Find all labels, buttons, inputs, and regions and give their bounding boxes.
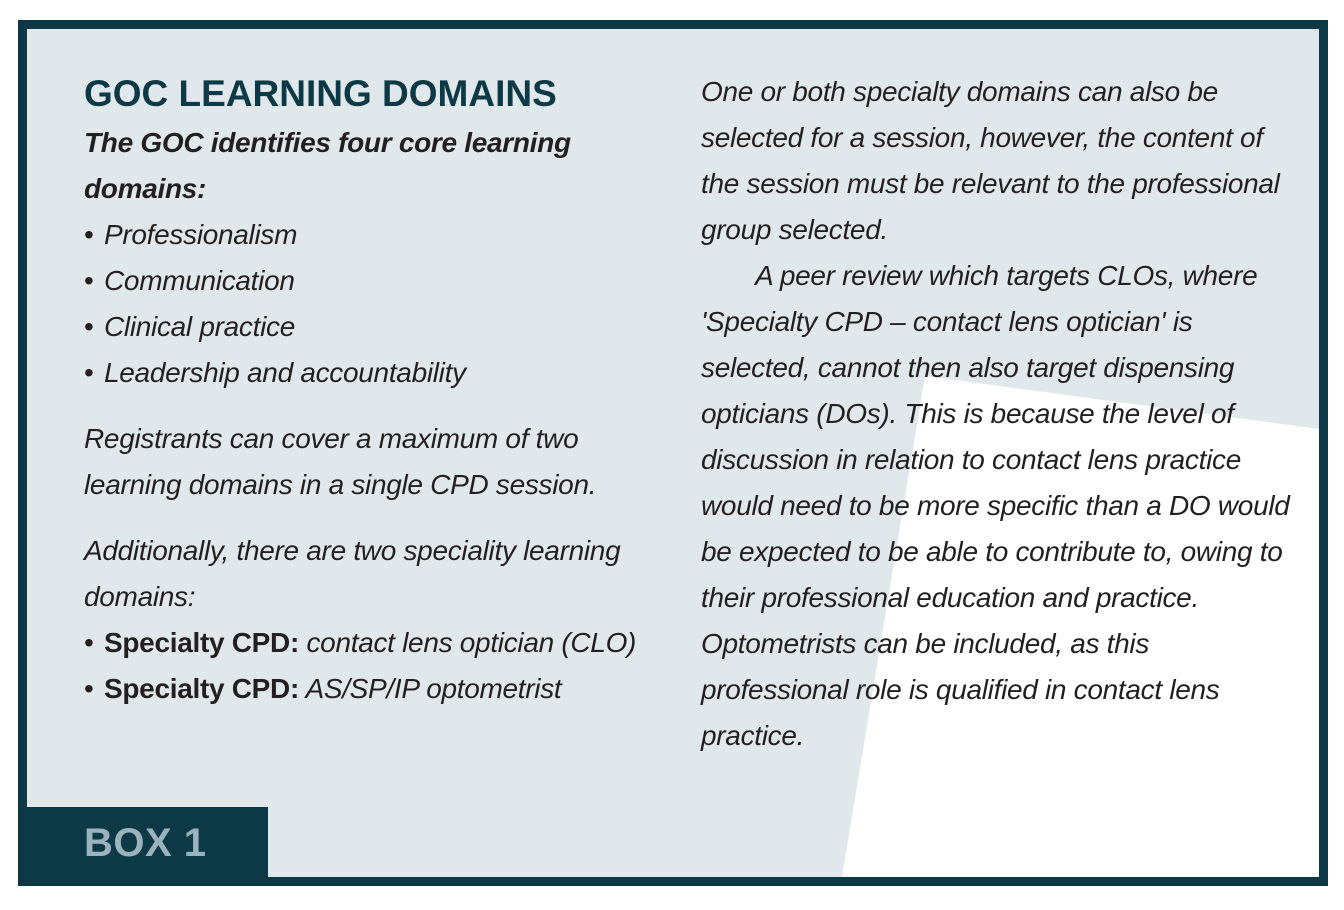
list-item	[84, 666, 674, 712]
box-heading: GOC LEARNING DOMAINS	[84, 73, 557, 114]
left-column	[84, 72, 674, 712]
info-box	[18, 20, 1328, 886]
box-tag-label: BOX 1	[84, 821, 207, 865]
specialty-domains-list	[84, 620, 674, 712]
specialty-domains-intro: Additionally, there are two speciality learning domains:	[84, 535, 621, 612]
max-domains-paragraph: Registrants can cover a maximum of two learning domains in a single CPD session.	[84, 423, 597, 500]
specialty-label: Specialty CPD:	[104, 673, 299, 704]
core-domains-intro: The GOC identifies four core learning domains:	[84, 127, 571, 204]
specialty-text: contact lens optician (CLO)	[306, 627, 637, 658]
specialty-text: AS/SP/IP optometrist	[305, 673, 562, 704]
specialty-selection-paragraph: One or both specialty domains can also be selected for a session, however, the content of the session must be relevant to the professional group selected.	[701, 76, 1280, 245]
list-item	[84, 620, 674, 666]
core-domains-list	[84, 212, 674, 396]
specialty-label: Specialty CPD:	[104, 627, 299, 658]
list-item: • Communication	[84, 258, 674, 304]
list-item: • Professionalism	[84, 212, 674, 258]
peer-review-paragraph: A peer review which targets CLOs, where 'Specialty CPD – contact lens optician' is selected, cannot then also target dispensing opticians (DOs). This is because the level of discussion in relation to contact lens practice would need to be more specific than a DO would be expected to be able to contribute to, owing to their professional education and practice. Optometrists can be included, as this professional role is qualified in contact lens practice.	[701, 260, 1290, 751]
list-item: • Clinical practice	[84, 304, 674, 350]
box-tag	[27, 807, 268, 877]
right-column	[701, 69, 1301, 759]
list-item: • Leadership and accountability	[84, 350, 674, 396]
